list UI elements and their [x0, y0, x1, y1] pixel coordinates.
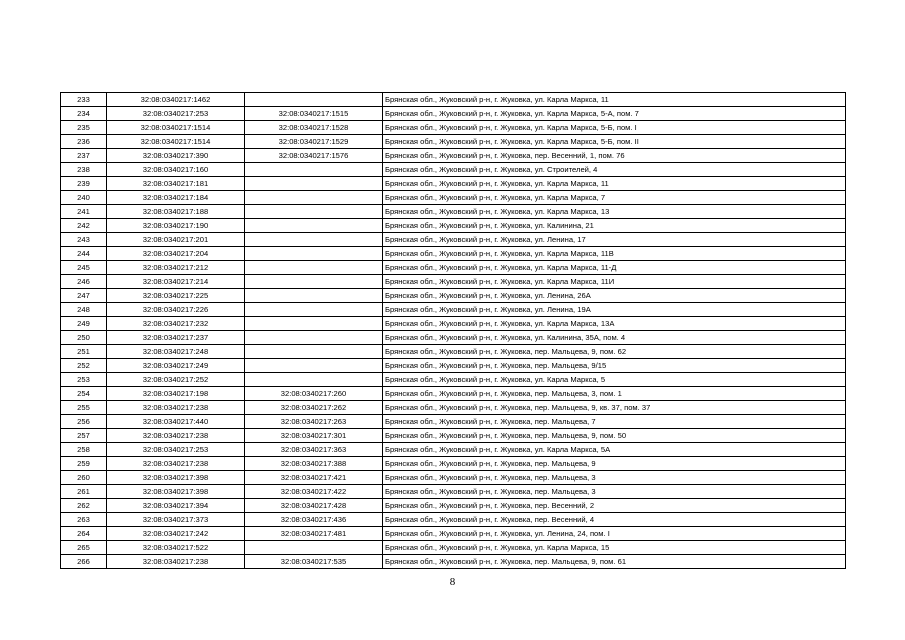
cadastral-number-cell: 32:08:0340217:237	[107, 331, 245, 345]
cadastral-number-cell: 32:08:0340217:242	[107, 527, 245, 541]
object-cadastral-number-cell: 32:08:0340217:301	[245, 429, 383, 443]
object-cadastral-number-cell	[245, 205, 383, 219]
row-number-cell: 249	[61, 317, 107, 331]
address-cell: Брянская обл., Жуковский р-н, г. Жуковка, ул. Карла Маркса, 5-Б, пом. II	[383, 135, 846, 149]
address-cell: Брянская обл., Жуковский р-н, г. Жуковка, ул. Строителей, 4	[383, 163, 846, 177]
row-number-cell: 240	[61, 191, 107, 205]
cadastral-number-cell: 32:08:0340217:204	[107, 247, 245, 261]
cadastral-number-cell: 32:08:0340217:249	[107, 359, 245, 373]
address-cell: Брянская обл., Жуковский р-н, г. Жуковка, пер. Мальцева, 9, пом. 61	[383, 555, 846, 569]
table-row	[61, 373, 846, 387]
cadastral-number-cell: 32:08:0340217:238	[107, 429, 245, 443]
object-cadastral-number-cell	[245, 345, 383, 359]
row-number-cell: 251	[61, 345, 107, 359]
table-row	[61, 513, 846, 527]
table-row	[61, 303, 846, 317]
cadastral-number-cell: 32:08:0340217:201	[107, 233, 245, 247]
table-row	[61, 331, 846, 345]
address-cell: Брянская обл., Жуковский р-н, г. Жуковка, пер. Мальцева, 9, кв. 37, пом. 37	[383, 401, 846, 415]
cadastral-number-cell: 32:08:0340217:238	[107, 457, 245, 471]
table-row	[61, 275, 846, 289]
address-cell: Брянская обл., Жуковский р-н, г. Жуковка, пер. Мальцева, 9/15	[383, 359, 846, 373]
row-number-cell: 237	[61, 149, 107, 163]
row-number-cell: 254	[61, 387, 107, 401]
object-cadastral-number-cell: 32:08:0340217:262	[245, 401, 383, 415]
cadastral-number-cell: 32:08:0340217:522	[107, 541, 245, 555]
row-number-cell: 244	[61, 247, 107, 261]
address-cell: Брянская обл., Жуковский р-н, г. Жуковка, ул. Карла Маркса, 11	[383, 93, 846, 107]
row-number-cell: 238	[61, 163, 107, 177]
table-row	[61, 233, 846, 247]
cadastral-number-cell: 32:08:0340217:238	[107, 401, 245, 415]
cadastral-number-cell: 32:08:0340217:225	[107, 289, 245, 303]
cadastral-number-cell: 32:08:0340217:184	[107, 191, 245, 205]
row-number-cell: 243	[61, 233, 107, 247]
row-number-cell: 234	[61, 107, 107, 121]
row-number-cell: 247	[61, 289, 107, 303]
table-row	[61, 191, 846, 205]
row-number-cell: 245	[61, 261, 107, 275]
object-cadastral-number-cell: 32:08:0340217:535	[245, 555, 383, 569]
table-row	[61, 219, 846, 233]
table-row	[61, 485, 846, 499]
address-cell: Брянская обл., Жуковский р-н, г. Жуковка, пер. Весенний, 1, пом. 76	[383, 149, 846, 163]
row-number-cell: 252	[61, 359, 107, 373]
cadastral-number-cell: 32:08:0340217:253	[107, 107, 245, 121]
address-cell: Брянская обл., Жуковский р-н, г. Жуковка, ул. Карла Маркса, 5	[383, 373, 846, 387]
object-cadastral-number-cell	[245, 177, 383, 191]
object-cadastral-number-cell: 32:08:0340217:428	[245, 499, 383, 513]
object-cadastral-number-cell	[245, 219, 383, 233]
cadastral-number-cell: 32:08:0340217:248	[107, 345, 245, 359]
object-cadastral-number-cell: 32:08:0340217:1528	[245, 121, 383, 135]
address-cell: Брянская обл., Жуковский р-н, г. Жуковка, ул. Калинина, 21	[383, 219, 846, 233]
table-row	[61, 527, 846, 541]
cadastral-number-cell: 32:08:0340217:373	[107, 513, 245, 527]
registry-table-body	[61, 93, 846, 569]
table-row	[61, 149, 846, 163]
table-row	[61, 261, 846, 275]
object-cadastral-number-cell	[245, 163, 383, 177]
address-cell: Брянская обл., Жуковский р-н, г. Жуковка, ул. Карла Маркса, 13А	[383, 317, 846, 331]
cadastral-number-cell: 32:08:0340217:390	[107, 149, 245, 163]
cadastral-number-cell: 32:08:0340217:190	[107, 219, 245, 233]
table-row	[61, 443, 846, 457]
object-cadastral-number-cell	[245, 373, 383, 387]
row-number-cell: 253	[61, 373, 107, 387]
object-cadastral-number-cell	[245, 289, 383, 303]
address-cell: Брянская обл., Жуковский р-н, г. Жуковка, ул. Карла Маркса, 11И	[383, 275, 846, 289]
row-number-cell: 248	[61, 303, 107, 317]
object-cadastral-number-cell	[245, 233, 383, 247]
table-row	[61, 163, 846, 177]
table-row	[61, 401, 846, 415]
table-row	[61, 555, 846, 569]
table-row	[61, 205, 846, 219]
cadastral-number-cell: 32:08:0340217:226	[107, 303, 245, 317]
address-cell: Брянская обл., Жуковский р-н, г. Жуковка, ул. Карла Маркса, 15	[383, 541, 846, 555]
object-cadastral-number-cell	[245, 247, 383, 261]
object-cadastral-number-cell: 32:08:0340217:363	[245, 443, 383, 457]
table-row	[61, 429, 846, 443]
row-number-cell: 246	[61, 275, 107, 289]
row-number-cell: 256	[61, 415, 107, 429]
object-cadastral-number-cell: 32:08:0340217:263	[245, 415, 383, 429]
row-number-cell: 262	[61, 499, 107, 513]
object-cadastral-number-cell: 32:08:0340217:1529	[245, 135, 383, 149]
object-cadastral-number-cell	[245, 303, 383, 317]
table-row	[61, 471, 846, 485]
object-cadastral-number-cell: 32:08:0340217:260	[245, 387, 383, 401]
cadastral-number-cell: 32:08:0340217:1514	[107, 121, 245, 135]
address-cell: Брянская обл., Жуковский р-н, г. Жуковка, ул. Карла Маркса, 11В	[383, 247, 846, 261]
object-cadastral-number-cell	[245, 331, 383, 345]
address-cell: Брянская обл., Жуковский р-н, г. Жуковка, ул. Карла Маркса, 13	[383, 205, 846, 219]
cadastral-number-cell: 32:08:0340217:214	[107, 275, 245, 289]
cadastral-number-cell: 32:08:0340217:198	[107, 387, 245, 401]
row-number-cell: 236	[61, 135, 107, 149]
address-cell: Брянская обл., Жуковский р-н, г. Жуковка, ул. Карла Маркса, 5-Б, пом. I	[383, 121, 846, 135]
table-row	[61, 93, 846, 107]
cadastral-number-cell: 32:08:0340217:394	[107, 499, 245, 513]
address-cell: Брянская обл., Жуковский р-н, г. Жуковка, пер. Мальцева, 9, пом. 50	[383, 429, 846, 443]
cadastral-number-cell: 32:08:0340217:181	[107, 177, 245, 191]
address-cell: Брянская обл., Жуковский р-н, г. Жуковка, ул. Карла Маркса, 5-А, пом. 7	[383, 107, 846, 121]
cadastral-number-cell: 32:08:0340217:440	[107, 415, 245, 429]
address-cell: Брянская обл., Жуковский р-н, г. Жуковка, пер. Мальцева, 3	[383, 471, 846, 485]
cadastral-number-cell: 32:08:0340217:398	[107, 471, 245, 485]
address-cell: Брянская обл., Жуковский р-н, г. Жуковка, ул. Карла Маркса, 7	[383, 191, 846, 205]
cadastral-number-cell: 32:08:0340217:253	[107, 443, 245, 457]
row-number-cell: 264	[61, 527, 107, 541]
cadastral-number-cell: 32:08:0340217:238	[107, 555, 245, 569]
row-number-cell: 259	[61, 457, 107, 471]
cadastral-number-cell: 32:08:0340217:232	[107, 317, 245, 331]
table-row	[61, 387, 846, 401]
table-row	[61, 247, 846, 261]
object-cadastral-number-cell: 32:08:0340217:1576	[245, 149, 383, 163]
table-row	[61, 107, 846, 121]
page-number: 8	[449, 576, 456, 588]
row-number-cell: 239	[61, 177, 107, 191]
address-cell: Брянская обл., Жуковский р-н, г. Жуковка, ул. Ленина, 19А	[383, 303, 846, 317]
table-row	[61, 177, 846, 191]
address-cell: Брянская обл., Жуковский р-н, г. Жуковка, ул. Ленина, 24, пом. I	[383, 527, 846, 541]
table-row	[61, 359, 846, 373]
row-number-cell: 263	[61, 513, 107, 527]
address-cell: Брянская обл., Жуковский р-н, г. Жуковка, пер. Мальцева, 7	[383, 415, 846, 429]
address-cell: Брянская обл., Жуковский р-н, г. Жуковка, ул. Ленина, 26А	[383, 289, 846, 303]
row-number-cell: 266	[61, 555, 107, 569]
table-row	[61, 121, 846, 135]
object-cadastral-number-cell: 32:08:0340217:436	[245, 513, 383, 527]
row-number-cell: 260	[61, 471, 107, 485]
object-cadastral-number-cell: 32:08:0340217:481	[245, 527, 383, 541]
table-row	[61, 317, 846, 331]
cadastral-number-cell: 32:08:0340217:398	[107, 485, 245, 499]
address-cell: Брянская обл., Жуковский р-н, г. Жуковка, пер. Мальцева, 9, пом. 62	[383, 345, 846, 359]
address-cell: Брянская обл., Жуковский р-н, г. Жуковка, ул. Карла Маркса, 11	[383, 177, 846, 191]
row-number-cell: 250	[61, 331, 107, 345]
address-cell: Брянская обл., Жуковский р-н, г. Жуковка, пер. Весенний, 4	[383, 513, 846, 527]
row-number-cell: 242	[61, 219, 107, 233]
address-cell: Брянская обл., Жуковский р-н, г. Жуковка, ул. Калинина, 35А, пом. 4	[383, 331, 846, 345]
row-number-cell: 258	[61, 443, 107, 457]
cadastral-number-cell: 32:08:0340217:188	[107, 205, 245, 219]
cadastral-number-cell: 32:08:0340217:1514	[107, 135, 245, 149]
cadastral-number-cell: 32:08:0340217:160	[107, 163, 245, 177]
table-row	[61, 541, 846, 555]
address-cell: Брянская обл., Жуковский р-н, г. Жуковка, пер. Мальцева, 3	[383, 485, 846, 499]
address-cell: Брянская обл., Жуковский р-н, г. Жуковка, пер. Мальцева, 3, пом. 1	[383, 387, 846, 401]
cadastral-number-cell: 32:08:0340217:252	[107, 373, 245, 387]
registry-table	[60, 92, 846, 569]
address-cell: Брянская обл., Жуковский р-н, г. Жуковка, ул. Карла Маркса, 5А	[383, 443, 846, 457]
table-row	[61, 499, 846, 513]
table-row	[61, 345, 846, 359]
object-cadastral-number-cell	[245, 191, 383, 205]
address-cell: Брянская обл., Жуковский р-н, г. Жуковка, пер. Весенний, 2	[383, 499, 846, 513]
object-cadastral-number-cell	[245, 93, 383, 107]
table-row	[61, 457, 846, 471]
row-number-cell: 257	[61, 429, 107, 443]
table-row	[61, 135, 846, 149]
object-cadastral-number-cell: 32:08:0340217:388	[245, 457, 383, 471]
cadastral-number-cell: 32:08:0340217:212	[107, 261, 245, 275]
row-number-cell: 233	[61, 93, 107, 107]
address-cell: Брянская обл., Жуковский р-н, г. Жуковка, ул. Карла Маркса, 11-Д	[383, 261, 846, 275]
object-cadastral-number-cell	[245, 275, 383, 289]
object-cadastral-number-cell	[245, 359, 383, 373]
object-cadastral-number-cell	[245, 541, 383, 555]
address-cell: Брянская обл., Жуковский р-н, г. Жуковка, ул. Ленина, 17	[383, 233, 846, 247]
row-number-cell: 241	[61, 205, 107, 219]
row-number-cell: 235	[61, 121, 107, 135]
address-cell: Брянская обл., Жуковский р-н, г. Жуковка, пер. Мальцева, 9	[383, 457, 846, 471]
row-number-cell: 255	[61, 401, 107, 415]
table-row	[61, 415, 846, 429]
row-number-cell: 261	[61, 485, 107, 499]
table-row	[61, 289, 846, 303]
object-cadastral-number-cell	[245, 261, 383, 275]
object-cadastral-number-cell	[245, 317, 383, 331]
object-cadastral-number-cell: 32:08:0340217:422	[245, 485, 383, 499]
object-cadastral-number-cell: 32:08:0340217:1515	[245, 107, 383, 121]
object-cadastral-number-cell: 32:08:0340217:421	[245, 471, 383, 485]
row-number-cell: 265	[61, 541, 107, 555]
cadastral-number-cell: 32:08:0340217:1462	[107, 93, 245, 107]
